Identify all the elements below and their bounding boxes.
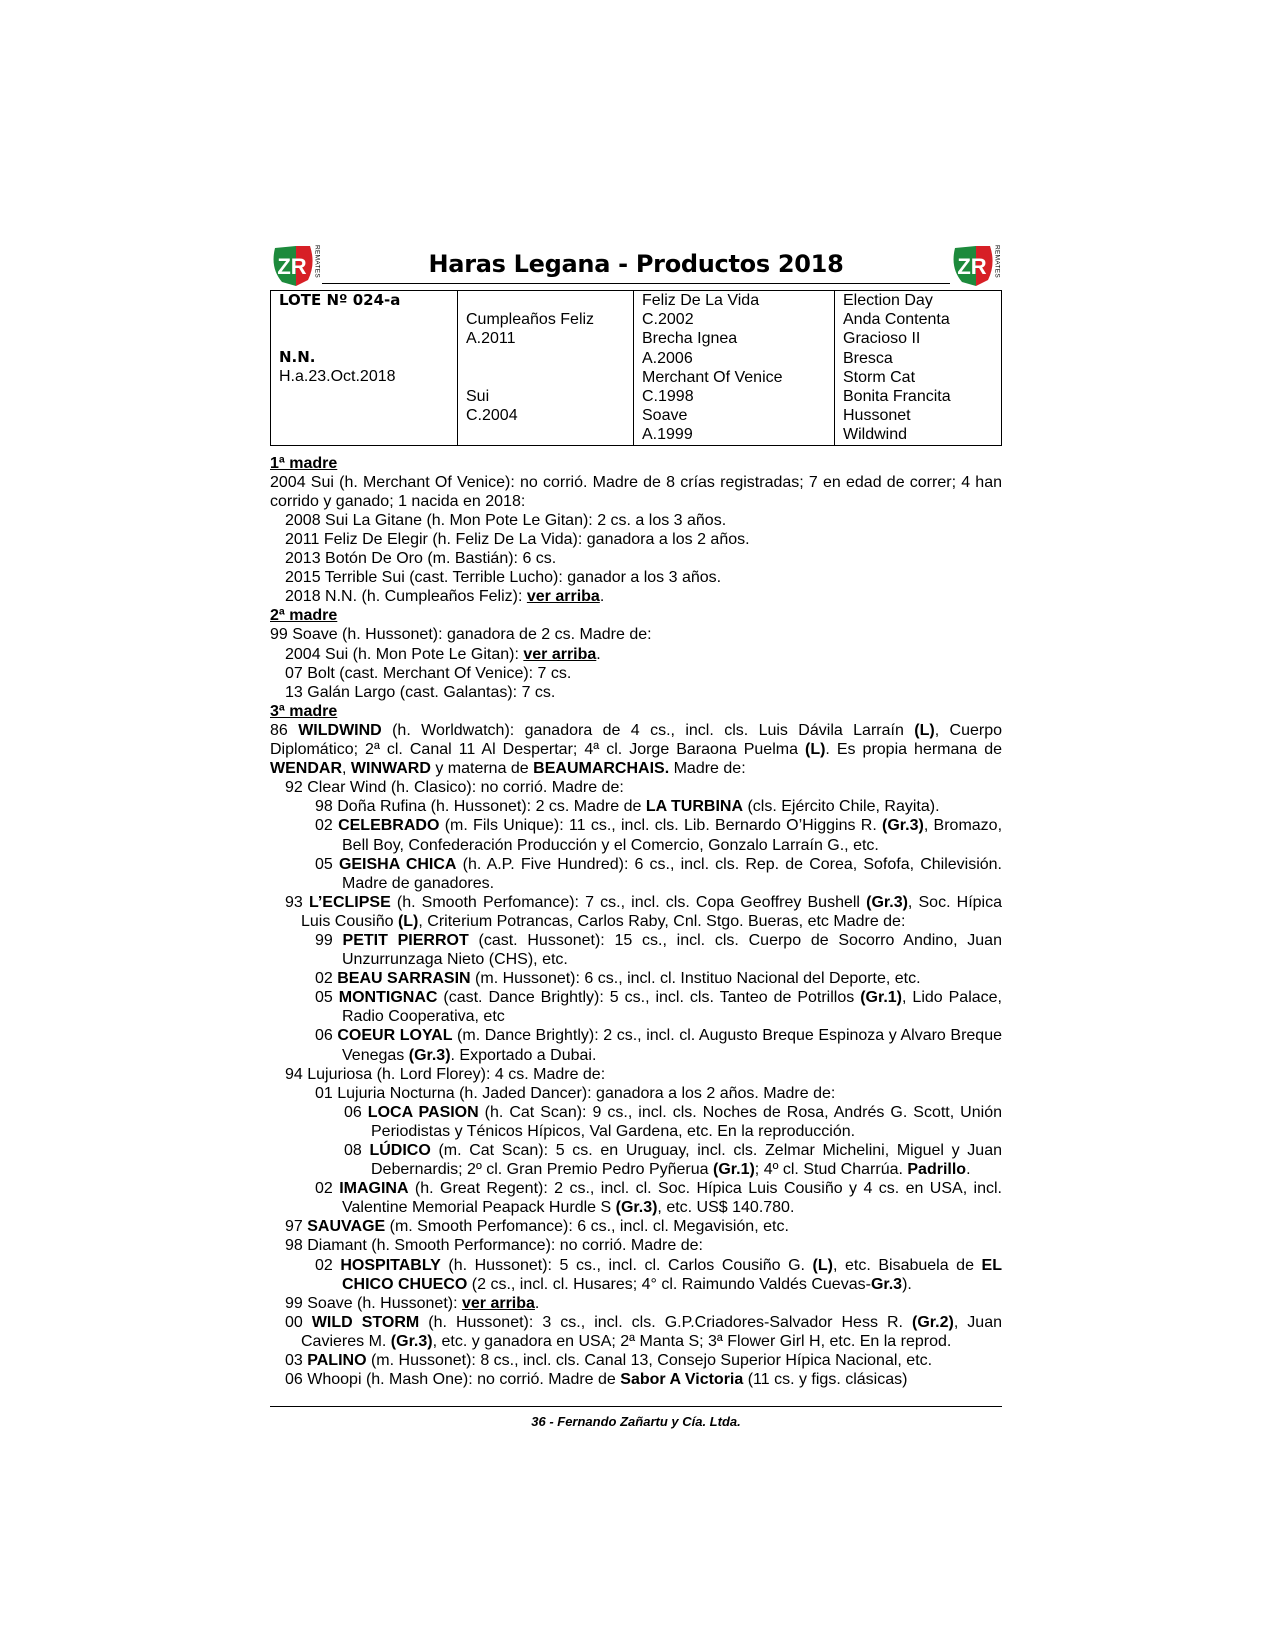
produce-entry: 02 CELEBRADO (m. Fils Unique): 11 cs., incl. cls. Lib. Bernardo O’Higgins R. (Gr.3), Bromazo, Bell Boy, Confederación Producción y el Comercio, Gonzalo Larraín G., etc. <box>315 817 1003 854</box>
horse-name: N.N. <box>279 348 316 367</box>
horse-birth: H.a.23.Oct.2018 <box>279 368 396 386</box>
svg-text:REMATES: REMATES <box>313 245 321 279</box>
sire-cell <box>458 291 634 368</box>
produce-entry: 99 PETIT PIERROT (cast. Hussonet): 15 cs., incl. cls. Cuerpo de Socorro Andino, Juan Unzurrunzaga Nieto (CHS), etc. <box>315 931 1002 969</box>
produce-entry: 07 Bolt (cast. Merchant Of Venice): 7 cs. <box>285 664 572 682</box>
see-above-link: ver arriba <box>523 645 597 663</box>
dam-cell <box>458 368 634 445</box>
produce-entry: 97 SAUVAGE (m. Smooth Perfomance): 6 cs., incl. cl. Megavisión, etc. <box>285 1218 789 1236</box>
produce-entry: 2008 Sui La Gitane (h. Mon Pote Le Gitan): 2 cs. a los 3 años. <box>285 511 727 529</box>
produce-entry: 05 MONTIGNAC (cast. Dance Brightly): 5 cs., incl. cls. Tanteo de Potrillos (Gr.1), Lido Palace, Radio Cooperativa, etc <box>315 989 1003 1026</box>
gen4-cell: Anda Contenta <box>835 310 1002 329</box>
dam-info: C.2004 <box>466 407 518 425</box>
produce-entry: 02 BEAU SARRASIN (m. Hussonet): 6 cs., incl. cl. Instituo Nacional del Deporte, etc. <box>315 970 921 988</box>
produce-entry: 98 Diamant (h. Smooth Performance): no corrió. Madre de: <box>285 1237 703 1255</box>
zr-remates-logo <box>950 242 1002 288</box>
header-rule <box>322 283 950 284</box>
pedigree-table <box>270 290 1002 446</box>
produce-entry: 06 COEUR LOYAL (m. Dance Brightly): 2 cs., incl. cl. Augusto Breque Espinoza y Alvaro Breque Venegas (Gr.3). Exportado a Dubai. <box>315 1027 1002 1064</box>
produce-entry: 2018 N.N. (h. Cumpleaños Feliz): ver arriba. <box>285 588 605 606</box>
page-title: Haras Legana - Productos 2018 <box>428 250 844 278</box>
produce-entry: 2013 Botón De Oro (m. Bastián): 6 cs. <box>285 550 557 568</box>
gen4-cell: Wildwind <box>835 425 1002 445</box>
produce-entry: 05 GEISHA CHICA (h. A.P. Five Hundred): 6 cs., incl. cls. Rep. de Corea, Sofofa, Chilevisión. Madre de ganadores. <box>315 855 1003 892</box>
section-heading: 1ª madre <box>270 454 338 472</box>
produce-entry: 2004 Sui (h. Mon Pote Le Gitan): ver arriba. <box>285 645 601 663</box>
see-above-link: ver arriba <box>461 1294 535 1312</box>
gen3-cell: A.1999 <box>634 425 835 445</box>
svg-text:ZR: ZR <box>957 254 987 279</box>
produce-entry: 92 Clear Wind (h. Clasico): no corrió. Madre de: <box>285 779 624 797</box>
produce-record <box>270 454 1002 1390</box>
svg-text:REMATES: REMATES <box>993 245 1001 279</box>
produce-entry: 2011 Feliz De Elegir (h. Feliz De La Vida): ganadora a los 2 años. <box>285 531 750 548</box>
dam-summary: 2004 Sui (h. Merchant Of Venice): no corrió. Madre de 8 crías registradas; 7 en edad de correr; 4 han corrido y ganado; 1 nacida en 2018: <box>270 473 1002 510</box>
zr-remates-logo <box>270 242 322 288</box>
section-heading: 2ª madre <box>270 607 338 625</box>
dam-summary: 99 Soave (h. Hussonet): ganadora de 2 cs. Madre de: <box>270 626 652 644</box>
svg-text:ZR: ZR <box>277 254 307 279</box>
footer-rule <box>270 1406 1002 1407</box>
gen3-cell: Feliz De La Vida <box>634 291 835 311</box>
produce-entry: 13 Galán Largo (cast. Galantas): 7 cs. <box>285 683 556 701</box>
see-above-link: ver arriba <box>526 588 600 606</box>
sire-info: A.2011 <box>466 330 516 348</box>
produce-entry: 00 WILD STORM (h. Hussonet): 3 cs., incl. cls. G.P.Criadores-Salvador Hess R. (Gr.2), Juan Cavieres M. (Gr.3), etc. y ganadora en USA; 2ª Manta S; 3ª Flower Girl H, etc. En la reprod. <box>285 1313 1002 1350</box>
produce-entry: 02 IMAGINA (h. Great Regent): 2 cs., incl. cl. Soc. Hípica Luis Cousiño y 4 cs. en USA, incl. Valentine Memorial Peapack Hurdle S (Gr.3), etc. US$ 140.780. <box>315 1180 1002 1217</box>
sire-name: Cumpleaños Feliz <box>466 311 595 328</box>
produce-entry: 06 Whoopi (h. Mash One): no corrió. Madre de Sabor A Victoria (11 cs. y figs. clásicas) <box>285 1371 908 1389</box>
gen4-cell: Election Day <box>835 291 1002 311</box>
lot-cell <box>271 291 458 446</box>
produce-entry: 2015 Terrible Sui (cast. Terrible Lucho): ganador a los 3 años. <box>285 569 722 587</box>
gen4-cell: Bonita Francita <box>835 387 1002 406</box>
produce-entry: 02 HOSPITABLY (h. Hussonet): 5 cs., incl. cl. Carlos Cousiño G. (L), etc. Bisabuela de EL CHICO CHUECO (2 cs., incl. cl. Husares; 4° cl. Raimundo Valdés Cuevas-Gr.3). <box>315 1256 1002 1293</box>
section-heading: 3ª madre <box>270 702 338 720</box>
gen3-cell: C.2002 <box>634 310 835 329</box>
dam-summary: 86 WILDWIND (h. Worldwatch): ganadora de 4 cs., incl. cls. Luis Dávila Larraín (L), Cuerpo Diplomático; 2ª cl. Canal 11 Al Despertar; 4ª cl. Jorge Baraona Puelma (L). Es propia hermana de WENDAR, WINWARD y materna de BEAUMARCHAIS. Madre de: <box>270 721 1002 778</box>
produce-entry: 01 Lujuria Nocturna (h. Jaded Dancer): ganadora a los 2 años. Madre de: <box>315 1084 836 1102</box>
page-header <box>270 242 1002 290</box>
gen4-cell: Hussonet <box>835 406 1002 425</box>
gen3-cell: Soave <box>634 406 835 425</box>
gen3-cell: C.1998 <box>634 387 835 406</box>
produce-entry: 98 Doña Rufina (h. Hussonet): 2 cs. Madre de LA TURBINA (cls. Ejército Chile, Rayita). <box>315 798 940 816</box>
produce-entry: 99 Soave (h. Hussonet): ver arriba. <box>285 1294 540 1312</box>
gen4-cell: Gracioso II <box>835 329 1002 348</box>
dam-name: Sui <box>466 387 490 405</box>
gen3-cell: Merchant Of Venice <box>634 368 835 387</box>
gen3-cell: A.2006 <box>634 349 835 368</box>
produce-entry: 06 LOCA PASION (h. Cat Scan): 9 cs., incl. cls. Noches de Rosa, Andrés G. Scott, Unión Periodistas y Ténicos Hípicos, Val Gardena, etc. En la reproducción. <box>344 1103 1002 1140</box>
produce-entry: 93 L’ECLIPSE (h. Smooth Perfomance): 7 cs., incl. cls. Copa Geoffrey Bushell (Gr.3), Soc. Hípica Luis Cousiño (L), Criterium Potrancas, Carlos Raby, Cnl. Stgo. Bueras, etc Madre de: <box>285 893 1003 930</box>
page <box>270 242 1002 1389</box>
page-footer: 36 - Fernando Zañartu y Cía. Ltda. <box>531 1414 741 1429</box>
lot-number: LOTE Nº 024-a <box>279 291 401 309</box>
produce-entry: 08 LÚDICO (m. Cat Scan): 5 cs. en Uruguay, incl. cls. Zelmar Michelini, Miguel y Juan Debernardis; 2º cl. Gran Premio Pedro Pyñerua (Gr.1); 4º cl. Stud Charrúa. Padrillo. <box>344 1142 1002 1179</box>
gen4-cell: Bresca <box>835 349 1002 368</box>
gen3-cell: Brecha Ignea <box>634 329 835 348</box>
gen4-cell: Storm Cat <box>835 368 1002 387</box>
produce-entry: 03 PALINO (m. Hussonet): 8 cs., incl. cls. Canal 13, Consejo Superior Hípica Nacional, etc. <box>285 1352 933 1370</box>
produce-entry: 94 Lujuriosa (h. Lord Florey): 4 cs. Madre de: <box>285 1065 606 1083</box>
